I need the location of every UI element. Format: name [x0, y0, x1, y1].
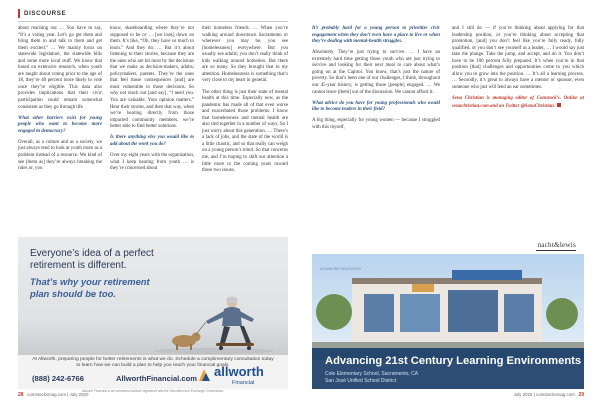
article-paragraph: about reaching out … You have to say, “It’s a voting year. Let’s go get them and bring them in and talk to them and get them excited.” … We mainly focus on statewide legislature, the statewide bills and some more local stuff. We know that based on extensive research, when youth are taught about voting prior to the age of 18, they’re 40 percent more likely to vote once they’re eligible. This data also provides implications that their civic participation could remain somewhat consistent as they go through life.	[18, 26, 102, 110]
end-of-article-icon	[557, 103, 561, 107]
section-tag-label: DISCOURSE	[24, 10, 67, 17]
article-column-3	[202, 26, 288, 175]
ad-banner-title: Advancing 21st Century Learning Environments	[325, 355, 582, 367]
footer-left: 28 comstocksmag.com | July 2020	[18, 392, 89, 398]
nacht-lewis-logo-underline	[536, 250, 576, 251]
article-column-4	[312, 26, 440, 131]
ad-fine-print: Allworth Financial is an investment adviser registered with the Securities and Exchange Commission.	[81, 389, 225, 393]
ad-tagline-line-1: That’s why your retirement	[30, 276, 150, 287]
interview-question: What advice do you have for young professionals who would like to become leaders in their field?	[312, 100, 440, 113]
ad-body-text: At Allworth, preparing people for better retirements is what we do. Schedule a complimentary consultation today to learn how we can build a plan to help you reach your financial goals.	[32, 357, 274, 368]
article-paragraph: know, skateboarding where they’re not supposed to be or … [we look] down on them. It’s like, “Oh, they have so much to learn.” And they do. … But it’s about listening to their stories, because they are the ones who are hit most by the decisions that we make as decision-makers, adults, policymakers, parents. They’re the ones that feel those consequences [and] are most vulnerable to those decisions. So why not reach out [and say], “I need you. You are valuable. Your opinion matters.” Hear their stories, and then that way, when we’re hearing directly from those impacted community members, we’re better able to find better solutions.	[110, 26, 194, 130]
article-paragraph: The other thing is just their state of mental health at this time. Especially now, as the pandemic has made all of that even worse and exacerbated those problems. I know that homelessness and mental health are also tied together in a number of ways. So I just worry about this generation. … There’s a lack of jobs, and the state of the world is a little chaotic, and so that really can weigh on a young person’s mind. So that concerns me, and I’m hoping to shift our attention a little more to the coming years toward those two issues.	[202, 89, 288, 174]
allworth-logo-subtitle: Financial	[232, 380, 255, 386]
footer-domain-right[interactable]: comstocksmag.com	[535, 392, 575, 397]
interview-question: Is there anything else you would like to add about the work you do?	[110, 135, 194, 147]
ad-banner-subtitle-1: Cole Elementary School, Sacramento, CA	[325, 371, 419, 377]
article-column-2	[110, 26, 194, 173]
article-paragraph: and I still do — if you’re thinking about applying for that leadership position, or you’re thinking about accepting that promotion, [and] you don’t feel like you’re fully ready, fully qualified, or you don’t see yourself as a leader, … I would say just take the plunge. Take the jump, and accept, and do it. You don’t have to be 100 percent fully prepared. It’s when you’re in that position [that] challenges and opportunities come to you which allow you to grow into the position. … It’s all a learning process. … Secondly, it’s great to always have a mentor or sponsor, even someone who just will lend an ear sometimes.	[452, 26, 584, 90]
ad-small-caption: ADVANCING EDUCATION	[320, 267, 361, 271]
ad-headline-line-2: retirement is different.	[30, 260, 127, 271]
author-bio	[452, 96, 584, 110]
ad-website-link[interactable]: AllworthFinancial.com	[116, 374, 198, 383]
nacht-lewis-logo: nacht&lewis	[537, 241, 576, 249]
section-tag-bar	[18, 9, 20, 18]
article-paragraph: Over my eight years with the organization, what I keep hearing from youth … is they’re concerned about	[110, 153, 194, 172]
ad-headline-line-1: Everyone’s idea of a perfect	[30, 248, 154, 259]
article-column-1	[18, 26, 102, 173]
article-paragraph: Absolutely. They’re just trying to survive. … I have an extremely hard time getting those youth who are just trying to survive and looking for their next meal to care about what’s going on at the Capitol. You know, that’s just the nature of poverty. So that’s been one of our challenges, I think, throughout our 45-year history, is getting those [people] engaged. … We cannot leave [them] out of the discussion. We cannot afford it.	[312, 50, 440, 95]
ad-banner-subtitle-2: San José Unified School District	[325, 378, 397, 384]
allworth-logo-wordmark: allworth	[214, 364, 264, 379]
header-divider	[18, 21, 288, 22]
nacht-lewis-advertisement[interactable]	[312, 237, 584, 389]
page-number-right: 29	[578, 392, 584, 398]
author-bio-text: Sena Christian is managing editor of Comstock’s. Online at senachristian.com and on Twitter @SenaChristian.	[452, 96, 584, 109]
page-number-left: 28	[18, 392, 24, 398]
footer-issue-right: July 2020	[513, 392, 533, 397]
footer-issue-left: July 2020	[69, 392, 89, 397]
ad-tagline-line-2: plan should be too.	[30, 288, 116, 299]
footer-right: July 2020 | comstocksmag.com 29	[513, 392, 584, 398]
ad-phone-number[interactable]: (888) 242-6766	[32, 374, 84, 383]
interview-question: What other barriers exist for young people who want to become more engaged in democracy?	[18, 115, 102, 134]
interview-question: It’s probably hard for a young person to prioritize civic engagement when they don’t even have a place to live or when they’re dealing with mental-health struggles.	[312, 26, 440, 45]
article-column-5	[452, 26, 584, 110]
article-paragraph: Overall, as a culture and as a society, we just always tend to look at youth more as a problem instead of a resource. We kind of see [them as] they’re always breaking the rules or, you	[18, 139, 102, 172]
article-paragraph: A big thing, especially for young women — because I struggled with this myself,	[312, 118, 440, 130]
footer-domain-left[interactable]: comstocksmag.com	[27, 392, 67, 397]
article-paragraph: their homeless friends. … When you’re walking around downtown Sacramento or wherever you may be, you see [homelessness] everywhere. But you usually see adults; you don’t really think of kids walking around homeless. But there are so many. So they brought that to my attention. Homelessness is something that’s very close to my heart in general.	[202, 26, 288, 84]
skateboarder-illustration-icon	[136, 293, 286, 355]
section-tag	[18, 9, 66, 18]
allworth-advertisement[interactable]	[18, 237, 288, 389]
